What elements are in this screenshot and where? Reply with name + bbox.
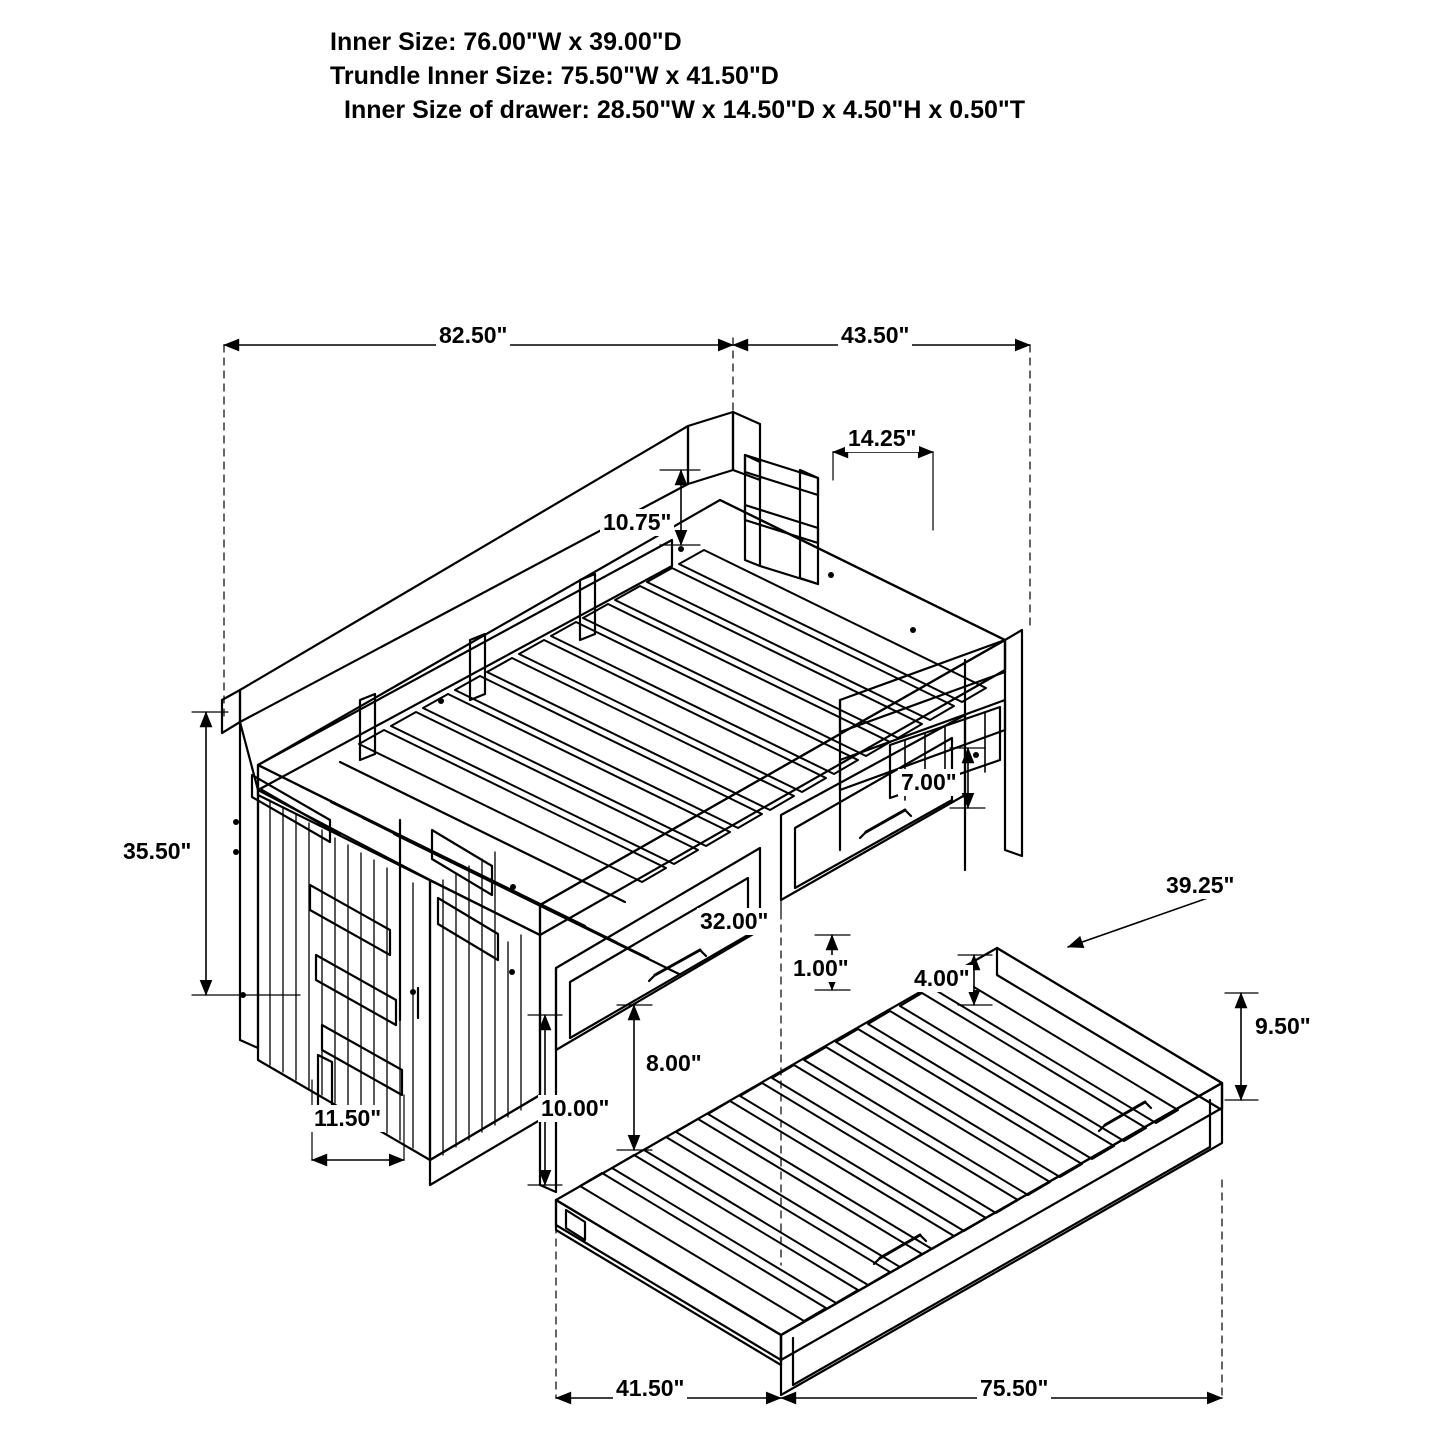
dim-label-1-00: 1.00" [790, 955, 852, 982]
dim-label-32-00: 32.00" [697, 908, 771, 935]
dim-label-4-00: 4.00" [911, 965, 973, 992]
dim-label-10-00: 10.00" [538, 1095, 612, 1122]
dim-label-9-50: 9.50" [1252, 1013, 1314, 1040]
dim-label-43-50: 43.50" [838, 322, 912, 349]
spec-line-trundle-inner-size: Trundle Inner Size: 75.50"W x 41.50"D [330, 61, 779, 90]
dim-label-11-50: 11.50" [311, 1105, 384, 1132]
dim-label-7-00: 7.00" [898, 769, 960, 796]
dim-label-8-00: 8.00" [643, 1050, 705, 1077]
spec-line-inner-size: Inner Size: 76.00"W x 39.00"D [330, 28, 682, 56]
dim-label-41-50: 41.50" [613, 1375, 687, 1402]
dim-label-82-50: 82.50" [436, 322, 510, 349]
dim-label-10-75: 10.75" [600, 509, 674, 536]
dim-label-39-25: 39.25" [1163, 872, 1237, 899]
dim-label-75-50: 75.50" [977, 1375, 1051, 1402]
dim-label-35-50: 35.50" [120, 838, 194, 865]
dim-label-14-25: 14.25" [845, 425, 919, 452]
spec-line-drawer-inner-size: Inner Size of drawer: 28.50"W x 14.50"D x 4.50"H x 0.50"T [344, 95, 1026, 124]
